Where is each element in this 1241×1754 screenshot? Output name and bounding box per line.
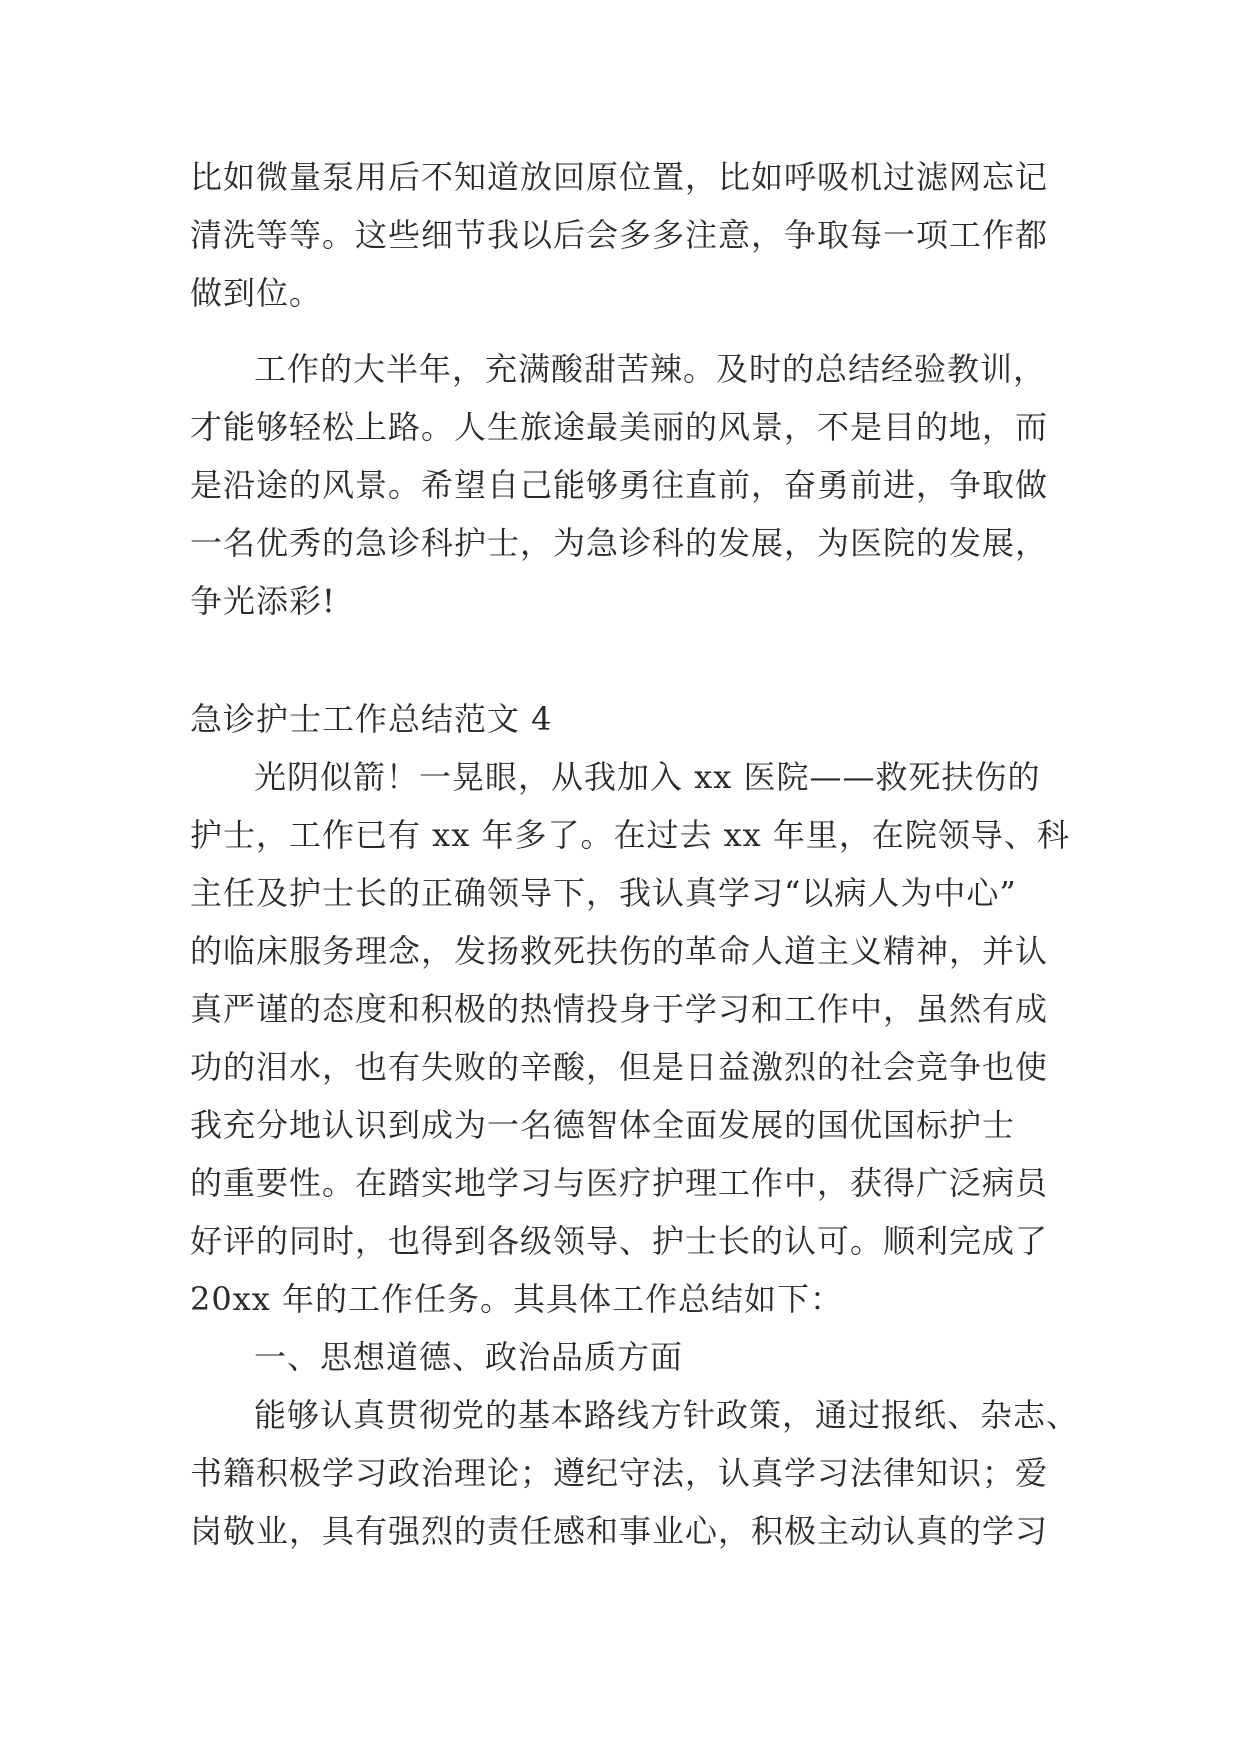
paragraph-4: [190, 1386, 1080, 1560]
text-line: 好评的同时，也得到各级领导、护士长的认可。顺利完成了: [190, 1222, 1049, 1260]
text-line: 主任及护士长的正确领导下，我认真学习“以病人为中心”: [190, 874, 1017, 912]
text-line: 我充分地认识到成为一名德智体全面发展的国优国标护士: [190, 1106, 1016, 1144]
text-line: 工作的大半年，充满酸甜苦辣。及时的总结经验教训，: [254, 350, 1047, 388]
text-line: 真严谨的态度和积极的热情投身于学习和工作中，虽然有成: [190, 990, 1049, 1028]
paragraph-1: [190, 148, 1050, 322]
paragraph-3: [190, 748, 1070, 1328]
text-line: 争光添彩!: [190, 582, 336, 620]
text-line: 的临床服务理念，发扬救死扶伤的革命人道主义精神，并认: [190, 932, 1049, 970]
paragraph-2: [190, 340, 1050, 630]
text-line: 护士，工作已有 xx 年多了。在过去 xx 年里，在院领导、科: [190, 816, 1070, 854]
text-line: 能够认真贯彻党的基本路线方针政策，通过报纸、杂志、: [254, 1396, 1080, 1434]
document-body: [190, 148, 1080, 1560]
text-line: 一名优秀的急诊科护士，为急诊科的发展，为医院的发展，: [190, 524, 1049, 562]
text-line: 清洗等等。这些细节我以后会多多注意，争取每一项工作都: [190, 216, 1049, 254]
section-title: 急诊护士工作总结范文 4: [190, 700, 553, 738]
text-line: 做到位。: [190, 274, 323, 312]
text-line: 是沿途的风景。希望自己能够勇往直前，奋勇前进，争取做: [190, 466, 1049, 504]
text-line: 20xx 年的工作任务。其具体工作总结如下：: [190, 1280, 843, 1318]
subheading: 一、思想道德、政治品质方面: [254, 1338, 684, 1376]
text-line: 书籍积极学习政治理论；遵纪守法，认真学习法律知识；爱: [190, 1454, 1049, 1492]
text-line: 光阴似箭！一晃眼，从我加入 xx 医院——救死扶伤的: [254, 758, 1041, 796]
text-line: 比如微量泵用后不知道放回原位置，比如呼吸机过滤网忘记: [190, 158, 1049, 196]
text-line: 的重要性。在踏实地学习与医疗护理工作中，获得广泛病员: [190, 1164, 1049, 1202]
spacer: [190, 630, 1050, 690]
text-line: 才能够轻松上路。人生旅途最美丽的风景，不是目的地，而: [190, 408, 1049, 446]
text-line: 功的泪水，也有失败的辛酸，但是日益激烈的社会竞争也使: [190, 1048, 1049, 1086]
spacer: [190, 322, 1050, 340]
text-line: 岗敬业，具有强烈的责任感和事业心，积极主动认真的学习: [190, 1512, 1049, 1550]
